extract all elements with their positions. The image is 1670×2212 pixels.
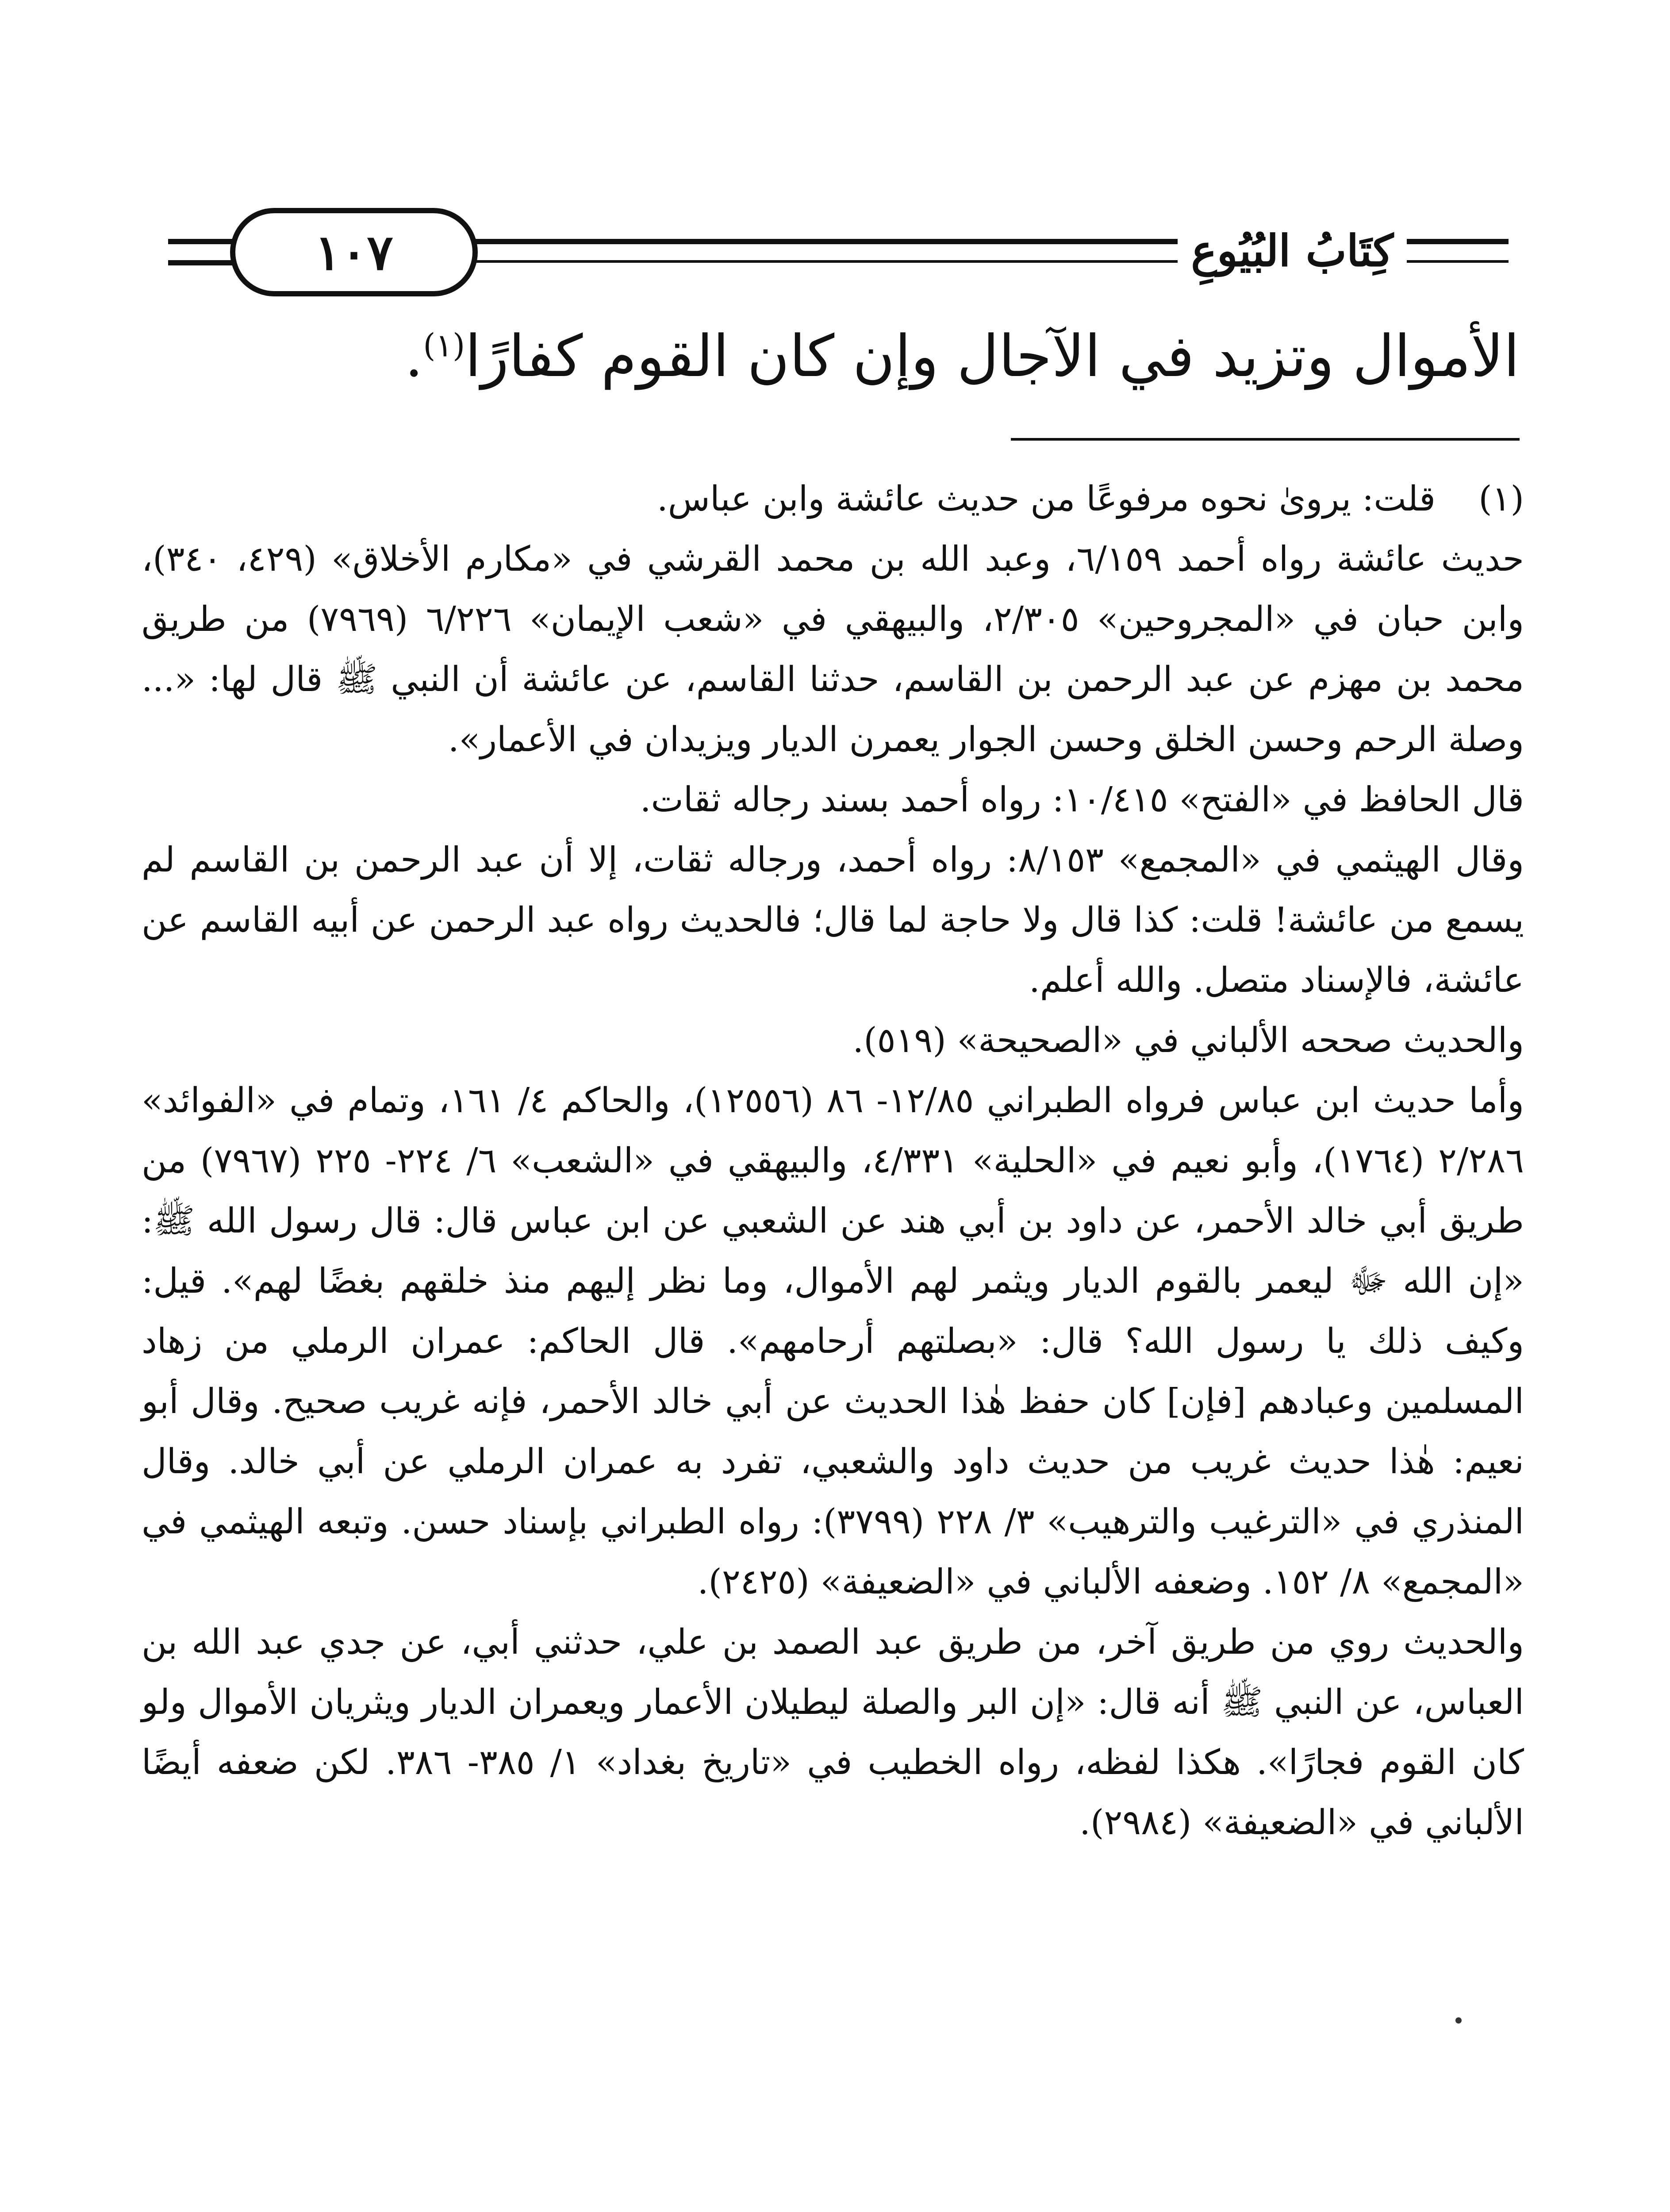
footnotes-section bbox=[142, 469, 1524, 1853]
footnote-paragraph: والحديث صححه الألباني في «الصحيحة» (٥١٩). bbox=[852, 1021, 1524, 1060]
main-text-body: الأموال وتزيد في الآجال وإن كان القوم كفارًا bbox=[465, 323, 1520, 390]
chapter-title: كِتَابُ البُيُوعِ bbox=[1178, 226, 1407, 276]
header-rule-left-top bbox=[168, 239, 239, 244]
page-header bbox=[168, 208, 1509, 296]
footnote-paragraph: قال الحافظ في «الفتح» ١٠/٤١٥: رواه أحمد بسند رجاله ثقات. bbox=[640, 780, 1524, 820]
footnote-reference[interactable]: (١) bbox=[423, 326, 465, 364]
footnote-paragraph: وأما حديث ابن عباس فرواه الطبراني ١٢/٨٥- ٨٦ (١٢٥٥٦)، والحاكم ٤/ ١٦١، وتمام في «الفوائد» ٢/٢٨٦ (١٧٦٤)، وأبو نعيم في «الحلية» ٤/٣٣١، والبيهقي في «الشعب» ٦/ ٢٢٤- ٢٢٥ (٧٩٦٧) من طريق أبي خالد الأحمر، عن داود بن أبي هند عن الشعبي عن ابن عباس قال: قال رسول الله ﷺ: «إن الله ﷻ ليعمر بالقوم الديار ويثمر لهم الأموال، وما نظر إليهم منذ خلقهم بغضًا لهم». قيل: وكيف ذلك يا رسول الله؟ قال: «بصلتهم أرحامهم». قال الحاكم: عمران الرملي من زهاد المسلمين وعبادهم [فإن] كان حفظ هٰذا الحديث عن أبي خالد الأحمر، فإنه غريب صحيح. وقال أبو نعيم: هٰذا حديث غريب من حديث داود والشعبي، تفرد به عمران الرملي عن أبي خالد. وقال المنذري في «الترغيب والترهيب» ٣/ ٢٢٨ (٣٧٩٩): رواه الطبراني بإسناد حسن. وتبعه الهيثمي في «المجمع» ٨/ ١٥٢. وضعفه الألباني في «الضعيفة» (٢٤٢٥). bbox=[142, 1081, 1524, 1602]
footnote-paragraph: حديث عائشة رواه أحمد ٦/١٥٩، وعبد الله بن محمد القرشي في «مكارم الأخلاق» (٤٢٩، ٣٤٠)، وابن حبان في «المجروحين» ٢/٣٠٥، والبيهقي في «شعب الإيمان» ٦/٢٢٦ (٧٩٦٩) من طريق محمد بن مهزم عن عبد الرحمن بن القاسم، حدثنا القاسم، عن عائشة أن النبي ﷺ قال لها: «... وصلة الرحم وحسن الخلق وحسن الجوار يعمرن الديار ويزيدان في الأعمار». bbox=[142, 539, 1524, 760]
footnote-paragraph: وقال الهيثمي في «المجمع» ٨/١٥٣: رواه أحمد، ورجاله ثقات، إلا أن عبد الرحمن بن القاسم لم يسمع من عائشة! قلت: كذا قال ولا حاجة لما قال؛ فالحديث رواه عبد الرحمن عن أبيه القاسم عن عائشة، فالإسناد متصل. والله أعلم. bbox=[142, 840, 1524, 1000]
footnote-paragraph: والحديث روي من طريق آخر، من طريق عبد الصمد بن علي، حدثني أبي، عن جدي عبد الله بن العباس، عن النبي ﷺ أنه قال: «إن البر والصلة ليطيلان الأعمار ويعمران الديار ويثريان الأموال ولو كان القوم فجارًا». هكذا لفظه، رواه الخطيب في «تاريخ بغداد» ١/ ٣٨٥- ٣٨٦. لكن ضعفه أيضًا الألباني في «الضعيفة» (٢٩٨٤). bbox=[142, 1622, 1524, 1843]
footnote-1-first-line bbox=[142, 469, 1524, 529]
page-number-badge bbox=[230, 208, 478, 296]
main-text bbox=[142, 319, 1520, 394]
footnote-number: (١) bbox=[1478, 479, 1524, 519]
footnote-intro: قلت: يروىٰ نحوه مرفوعًا من حديث عائشة وابن عباس. bbox=[656, 479, 1436, 519]
main-text-end: . bbox=[405, 323, 423, 390]
footnote-divider bbox=[1011, 438, 1520, 441]
header-rule-left-bottom bbox=[168, 260, 239, 265]
page-number: ١٠٧ bbox=[315, 223, 393, 281]
margin-mark bbox=[1455, 2017, 1462, 2024]
